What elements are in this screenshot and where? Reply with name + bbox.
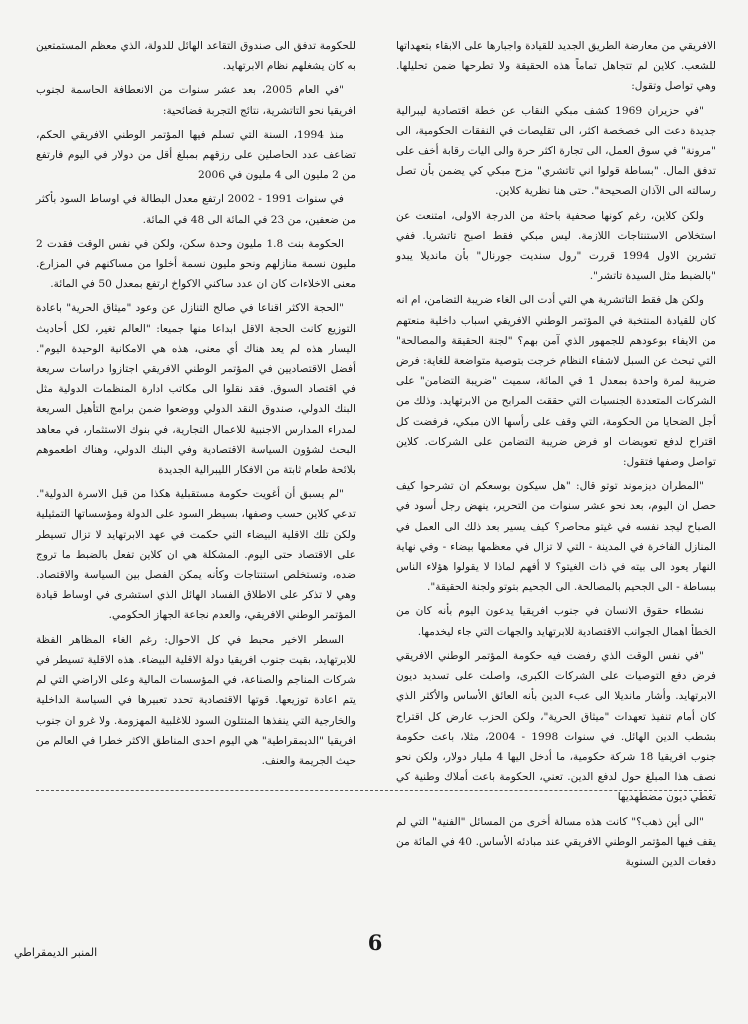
paragraph: "المطران ديزموند توتو قال: "هل سيكون بوسعكم ان تشرحوا كيف حصل ان اليوم، بعد نحو عشر سنوات من التحرير، ينهض رجل أسود في الصباح ليجد نفسه في غيتو محاصر؟ كيف يسير بعد ذلك الى العمل في المنازل الفاخرة في المدينة - التي لا تزال في معظمها بيضاء - وفي نهاية النهار يعود الى بيته في ذات الغيتو؟ لا أفهم لماذا لا يقولوا هؤلاء الناس ببساطة - الى الجحيم بالمصالحة. الى الجحيم بتوتو ولجنة الحقيقة". (396, 480, 716, 594)
paragraph: "في حزيران 1969 كشف مبكي النقاب عن خطة اقتصادية ليبرالية جديدة دعت الى خصخصة اكثر، الى تقليصات في النفقات الحكومية، الى "مرونة" في سوق العمل، الى تجارة اكثر حرة والى اليات رقابة أخف على تدفق المال. "بساطة قولوا اني تاتشري" مزح مبكي كي يضمن بأن تصل رسالته الى الآذان الصحيحة". حتى هنا نظرية كلاين. (396, 104, 716, 198)
dashed-divider (36, 790, 712, 791)
paragraph: الحكومة بنت 1.8 مليون وحدة سكن، ولكن في نفس الوقت فقدت 2 مليون نسمة منازلهم ونحو مليون نسمة أخلوا من مساكنهم في المزارع. معنى الاخلاءات كان ان عدد ساكني الاكواخ ارتفع بمعدل 50 في المائة. (36, 237, 356, 291)
paragraph: "في العام 2005، بعد عشر سنوات من الانعطافة الحاسمة لجنوب افريقيا نحو التاتشرية، نتائج التجربة فضائحية: (36, 84, 356, 117)
publication-title: المنبر الديمقراطي (14, 946, 98, 959)
right-column (396, 36, 717, 868)
paragraph: للحكومة تدفق الى صندوق التقاعد الهائل للدولة، الذي معظم المستمتعين به كان يشغلهم نظام الابرتهايد. (36, 40, 356, 73)
paragraph: "لم يسبق أن أغويت حكومة مستقبلية هكذا من قبل الاسرة الدولية". تدعي كلاين حسب وصفها، بسيطر السود على الدولة ومؤسساتها التمثيلية ولكن تلك الاقلية البيضاء التي حكمت في عهد الابرتهايد لا تزال تسيطر على الاقتصاد حتى اليوم. المشكلة هي ان كلاين تفعل بالضبط ما تروج ضده، وتستخلص استنتاجات وكأنه يمكن الفصل بين السياسة والاقتصاد. وهي لا تذكر على الاطلاق الفساد الهائل الذي استشرى في اوساط قيادة المؤتمر الوطني الافريقي، والعدم نجاعة الجهاز الحكومي. (36, 488, 356, 622)
left-column (36, 36, 356, 774)
paragraph: "الحجة الاكثر اقناعا في صالح التنازل عن وعود "ميثاق الحرية" باعادة التوزيع كانت الحجة الاقل ابداعا منها جميعا: "العالم تغير، لكل أحاديث اليسار هذه لم يعد هناك أي معنى، هذه هي الامكانية الوحيدة اليوم". أفضل الاقتصاديين في المؤتمر الوطني الافريقي اجتازوا دراسات سريعة في اقتصاد السوق. فقد نقلوا الى مكاتب ادارة المنظمات الدولية مثل البنك الدولي، صندوق النقد الدولي ووضعوا ضمن برامج التأهيل السريعة لمدراء المدارس الاجنبية للاعمال التجارية، في بنوك الاستثمار، في معاهد البحث لشؤون السياسة الاقتصادية وفي البنك الدولي، وهناك اطعموهم بلائحة طعام ثابتة من الافكار الليبرالية الجديدة (36, 302, 356, 477)
paragraph: ولكن هل فقط التاتشرية هي التي أدت الى الغاء ضريبة التضامن، ام انه كان للقيادة المنتخبة في المؤتمر الوطني الافريقي اسباب داخلية منعتهم من الايفاء بوعودهم للجمهور الذي آمن بهم؟ "لجنة الحقيقة والمصالحة" التي تبحث عن السبل لاشفاء النظام خرجت بتوصية متواضعة للغاية: فرض ضريبة لمرة واحدة بمعدل 1 في المائة، سميت "ضريبة التضامن" على الشركات المتعددة الجنسيات التي حققت المرابح من الابرتهايد. وذلك من أجل الضحايا من الحكومة، التي وقف على رأسها الان مبكي، فرفضت كل اقتراح لدفع تعويضات او فرض ضريبة التضامن على الشركات. كلاين تواصل وصفها فتقول: (396, 294, 717, 469)
paragraph: منذ 1994، السنة التي تسلم فيها المؤتمر الوطني الافريقي الحكم، تضاعف عدد الحاصلين على رزقهم بمبلغ أقل من دولار في اليوم فارتفع من 2 مليون الى 4 مليون في 2006 (36, 128, 356, 182)
paragraph: "في نفس الوقت الذي رفضت فيه حكومة المؤتمر الوطني الافريقي فرض دفع التوصيات على الشركات الكبرى، واصلت على تسديد ديون الابرتهايد. وأشار مانديلا الى عبء الدين بأنه العائق الأساس والأكثر الذي كان أمام تنفيذ تعهدات "ميثاق الحرية"، ولكن الحزب عارض كل اقتراح بشطب الدين الهائل. في سنوات 1998 - 2004، مثلا، باعت حكومة جنوب افريقيا 18 شركة حكومية، ما أدخل اليها 4 مليار دولار، ولكن نحو نصف هذا المبلغ حول لدفع الدين. تعني، الحكومة باعت أملاك وطنية كي تغطي ديون مضطهديها (396, 649, 717, 804)
paragraph: نشطاء حقوق الانسان في جنوب افريقيا يدعون اليوم بأنه كان من الخطأ اهمال الجوانب الاقتصادية للابرتهايد والجهات التي جاء ليخدمها. (396, 605, 716, 638)
paragraph: السطر الاخير محبط في كل الاحوال: رغم الغاء المظاهر الفظة للابرتهايد، بقيت جنوب افريقيا دولة الاقلية البيضاء. هذه الاقلية تسيطر في شركات المناجم والصناعة، في المؤسسات المالية وعلى الاراضي التي لم يتم اعادة توزيعها. قوتها الاقتصادية تحدد تعبيرها في السياسة الداخلية والخارجية التي ينفذها المنتلون السود للاغلبية المهزومة. ولا غرو ان جنوب افريقيا "الديمقراطية" هي اليوم احدى المناطق الاكثر خطرا في العالم من حيث الجريمة والعنف. (36, 633, 356, 767)
paragraph: الافريقي من معارضة الطريق الجديد للقيادة واجبارها على الابقاء بتعهداتها للشعب. كلاين لم تتجاهل تماماً هذه الحقيقة ولا تطرحها ضمن تحليلها. وهي تواصل وتقول: (396, 40, 716, 93)
paragraph: في سنوات 1991 - 2002 ارتفع معدل البطالة في اوساط السود بأكثر من ضعفين، من 23 في المائة الى 48 في المائة. (36, 193, 356, 226)
paragraph: "الى أين ذهب؟" كانت هذه مسالة أخرى من المسائل "الفنية" التي لم يقف فيها المؤتمر الوطني الافريقي عند مبادئه الأساس. 40 في المائة من دفعات الدين السنوية (396, 815, 716, 868)
page-number: 6 (367, 930, 383, 955)
paragraph: ولكن كلاين، رغم كونها صحفية باحثة من الدرجة الاولى، امتنعت عن استخلاص الاستنتاجات اللازمة. ليس مبكي فقط اصبح تاتشريا. ففي تشرين الاول 1994 قررت "رول سنديت جورنال" بأن مانديلا يبدو "بالضبط مثل السيدة تاتشر". (396, 209, 716, 283)
